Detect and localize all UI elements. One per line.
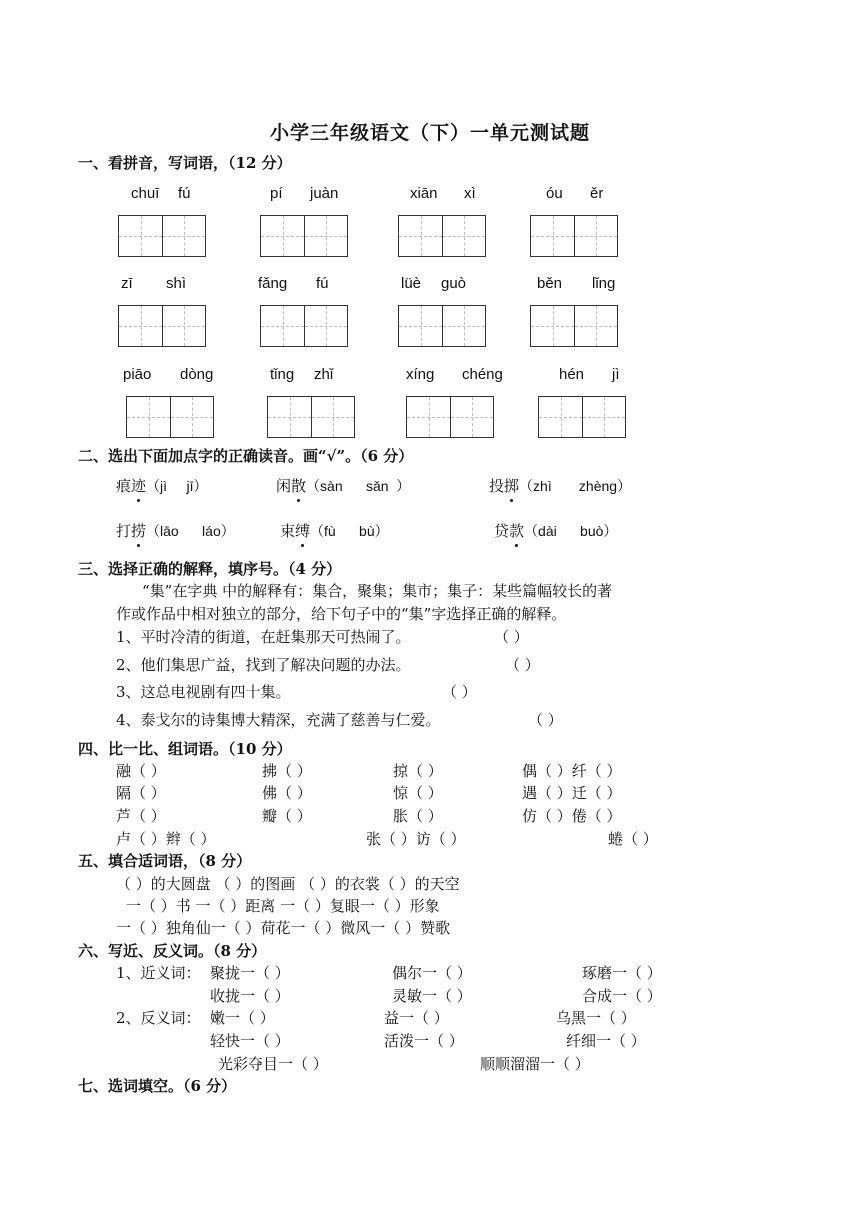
tianzige-cell[interactable] (582, 397, 625, 437)
near-item[interactable]: 灵敏一（ ） (392, 987, 472, 1005)
section-1-heading: 一、看拼音，写词语，（12 分） (78, 154, 292, 172)
pinyin-syllable: dòng (180, 366, 214, 383)
compare-word-item[interactable]: 惊（ ） (393, 784, 443, 802)
section-7-heading: 七、选词填空。（6 分） (78, 1077, 237, 1095)
pinyin-syllable: shì (166, 275, 187, 292)
compare-word-item[interactable]: 张（ ）访（ ） (366, 830, 466, 848)
tianzige-cell[interactable] (261, 216, 304, 256)
pinyin-syllable: xì (464, 185, 476, 202)
antonym-label: 2、反义词： (116, 1009, 201, 1027)
reading-char: 闲 (276, 477, 292, 495)
dotted-char: 捞 (131, 522, 147, 540)
antonym-item[interactable]: 活泼一（ ） (384, 1032, 464, 1050)
tianzige-cell[interactable] (162, 216, 205, 256)
tianzige-cell[interactable] (407, 397, 450, 437)
compare-word-item[interactable]: 仿（ ）倦（ ） (522, 807, 622, 825)
reading-char: 贷 (494, 522, 510, 540)
reading-char: 打 (116, 522, 132, 540)
s3-question-2: 2、他们集思广益，找到了解决问题的办法。 (116, 656, 411, 674)
tianzige-writing-box[interactable] (260, 215, 348, 257)
pronunciation-options[interactable]: （jì jī） (146, 478, 208, 494)
pinyin-syllable: chuī (131, 185, 160, 202)
dotted-char: 迹 (131, 477, 147, 495)
section-6-heading: 六、写近、反义词。（8 分） (78, 942, 267, 960)
pinyin-syllable: fǎng (258, 275, 288, 292)
compare-word-item[interactable]: 掠（ ） (393, 762, 443, 780)
pinyin-syllable: xíng (406, 366, 435, 383)
tianzige-writing-box[interactable] (530, 305, 618, 347)
s3-answer-blank-1[interactable]: （ ） (494, 628, 529, 646)
pinyin-syllable: tǐng (270, 366, 295, 383)
pinyin-syllable: lǐng (592, 275, 616, 292)
s3-paragraph-2: 作或作品中相对独立的部分，给下句子中的“集”字选择正确的解释。 (116, 605, 567, 623)
s5-row-1[interactable]: （ ）的大圆盘 （ ）的图画 （ ）的衣裳（ ）的天空 (116, 875, 460, 893)
s3-paragraph-1: “集”在字典 中的解释有：集合，聚集；集市；集子：某些篇幅较长的著 (142, 582, 613, 600)
dotted-char: 掷 (504, 477, 520, 495)
tianzige-cell[interactable] (304, 216, 347, 256)
near-synonym-label: 1、近义词： (116, 964, 201, 982)
reading-char: 束 (280, 522, 296, 540)
tianzige-cell[interactable] (539, 397, 582, 437)
compare-word-item[interactable]: 偶（ ）纤（ ） (522, 762, 622, 780)
reading-item (280, 520, 389, 541)
pinyin-syllable: pí (270, 185, 283, 202)
pronunciation-options[interactable]: （fù bù） (310, 523, 389, 539)
pronunciation-options[interactable]: （sàn sǎn ） (306, 478, 411, 494)
pinyin-syllable: zī (121, 275, 133, 292)
tianzige-cell[interactable] (162, 306, 205, 346)
pinyin-syllable: óu (546, 185, 563, 202)
compare-word-item[interactable]: 瓣（ ） (262, 807, 312, 825)
section-5-heading: 五、填合适词语，（8 分） (78, 852, 252, 870)
tianzige-cell[interactable] (450, 397, 493, 437)
tianzige-cell[interactable] (399, 216, 442, 256)
section-3-heading: 三、选择正确的解释，填序号。（4 分） (78, 560, 342, 578)
tianzige-writing-box[interactable] (530, 215, 618, 257)
tianzige-writing-box[interactable] (267, 396, 355, 438)
antonym-item[interactable]: 益一（ ） (384, 1009, 449, 1027)
reading-item (116, 475, 207, 496)
near-item[interactable]: 琢磨一（ ） (582, 964, 662, 982)
compare-word-item[interactable]: 融（ ） (116, 762, 166, 780)
tianzige-writing-box[interactable] (260, 305, 348, 347)
pinyin-syllable: ěr (590, 185, 604, 202)
tianzige-cell[interactable] (119, 216, 162, 256)
tianzige-writing-box[interactable] (398, 305, 486, 347)
antonym-item[interactable]: 纤细一（ ） (566, 1032, 646, 1050)
s3-question-4: 4、泰戈尔的诗集博大精深，充满了慈善与仁爱。 (116, 711, 441, 729)
pronunciation-options[interactable]: （zhì zhèng） (519, 478, 632, 494)
section-4-heading: 四、比一比、组词语。（10 分） (78, 740, 292, 758)
pinyin-syllable: piāo (123, 366, 152, 383)
reading-item (116, 520, 235, 541)
dotted-char: 缚 (295, 522, 311, 540)
pronunciation-options[interactable]: （dài buò） (524, 523, 618, 539)
antonym-item[interactable]: 顺顺溜溜一（ ） (480, 1055, 590, 1073)
tianzige-cell[interactable] (261, 306, 304, 346)
reading-char: 投 (489, 477, 505, 495)
tianzige-cell[interactable] (442, 216, 485, 256)
tianzige-cell[interactable] (574, 306, 617, 346)
tianzige-writing-box[interactable] (126, 396, 214, 438)
dotted-char: 款 (509, 522, 525, 540)
tianzige-cell[interactable] (574, 216, 617, 256)
tianzige-cell[interactable] (119, 306, 162, 346)
antonym-item[interactable]: 光彩夺目一（ ） (218, 1055, 328, 1073)
compare-word-item[interactable]: 蜷（ ） (608, 830, 658, 848)
antonym-item[interactable]: 嫩一（ ） (210, 1009, 275, 1027)
antonym-item[interactable]: 乌黑一（ ） (556, 1009, 636, 1027)
tianzige-writing-box[interactable] (406, 396, 494, 438)
s3-answer-blank-2[interactable]: （ ） (505, 656, 540, 674)
tianzige-cell[interactable] (170, 397, 213, 437)
tianzige-writing-box[interactable] (398, 215, 486, 257)
pinyin-syllable: lüè (401, 275, 422, 292)
tianzige-cell[interactable] (311, 397, 354, 437)
pinyin-syllable: fú (178, 185, 191, 202)
reading-char: 痕 (116, 477, 132, 495)
pinyin-syllable: juàn (310, 185, 339, 202)
compare-word-item[interactable]: 佛（ ） (262, 784, 312, 802)
tianzige-cell[interactable] (304, 306, 347, 346)
pinyin-syllable: jì (612, 366, 620, 383)
s3-question-3: 3、这总电视剧有四十集。 (116, 683, 291, 701)
compare-word-item[interactable]: 拂（ ） (262, 762, 312, 780)
compare-word-item[interactable]: 隔（ ） (116, 784, 166, 802)
reading-item (489, 475, 631, 496)
tianzige-writing-box[interactable] (118, 215, 206, 257)
compare-word-item[interactable]: 卢（ ）辫（ ） (116, 830, 216, 848)
s5-row-3[interactable]: 一（ ）独角仙一（ ）荷花一（ ）微风一（ ）赞歌 (116, 919, 451, 937)
antonym-item[interactable]: 轻快一（ ） (210, 1032, 290, 1050)
compare-word-item[interactable]: 遇（ ）迁（ ） (522, 784, 622, 802)
page-title: 小学三年级语文（下）一单元测试题 (269, 122, 590, 144)
pinyin-syllable: fú (316, 275, 329, 292)
pinyin-syllable: chéng (462, 366, 503, 383)
tianzige-cell[interactable] (127, 397, 170, 437)
tianzige-writing-box[interactable] (118, 305, 206, 347)
pinyin-syllable: guò (441, 275, 467, 292)
tianzige-cell[interactable] (531, 216, 574, 256)
near-item[interactable]: 合成一（ ） (582, 987, 662, 1005)
s3-answer-blank-3[interactable]: （ ） (442, 683, 477, 701)
section-2-heading: 二、选出下面加点字的正确读音。画“√”。（6 分） (78, 447, 414, 465)
pinyin-syllable: zhǐ (314, 366, 334, 383)
tianzige-writing-box[interactable] (538, 396, 626, 438)
s5-row-2[interactable]: 一（ ）书 一（ ）距离 一（ ）复眼一（ ）形象 (126, 897, 440, 915)
dotted-char: 散 (291, 477, 307, 495)
s3-answer-blank-4[interactable]: （ ） (528, 711, 563, 729)
near-item[interactable]: 聚拢一（ ） (210, 964, 290, 982)
tianzige-cell[interactable] (268, 397, 311, 437)
pinyin-syllable: xiān (410, 185, 438, 202)
near-item[interactable]: 收拢一（ ） (210, 987, 290, 1005)
reading-item (276, 475, 410, 496)
pronunciation-options[interactable]: （lāo láo） (146, 523, 235, 539)
tianzige-cell[interactable] (399, 306, 442, 346)
tianzige-cell[interactable] (531, 306, 574, 346)
near-item[interactable]: 偶尔一（ ） (392, 964, 472, 982)
reading-item (494, 520, 617, 541)
pinyin-syllable: hén (559, 366, 585, 383)
s3-question-1: 1、平时冷清的街道，在赶集那天可热闹了。 (116, 628, 411, 646)
compare-word-item[interactable]: 芦（ ） (116, 807, 166, 825)
pinyin-syllable: běn (537, 275, 563, 292)
tianzige-cell[interactable] (442, 306, 485, 346)
compare-word-item[interactable]: 胀（ ） (393, 807, 443, 825)
